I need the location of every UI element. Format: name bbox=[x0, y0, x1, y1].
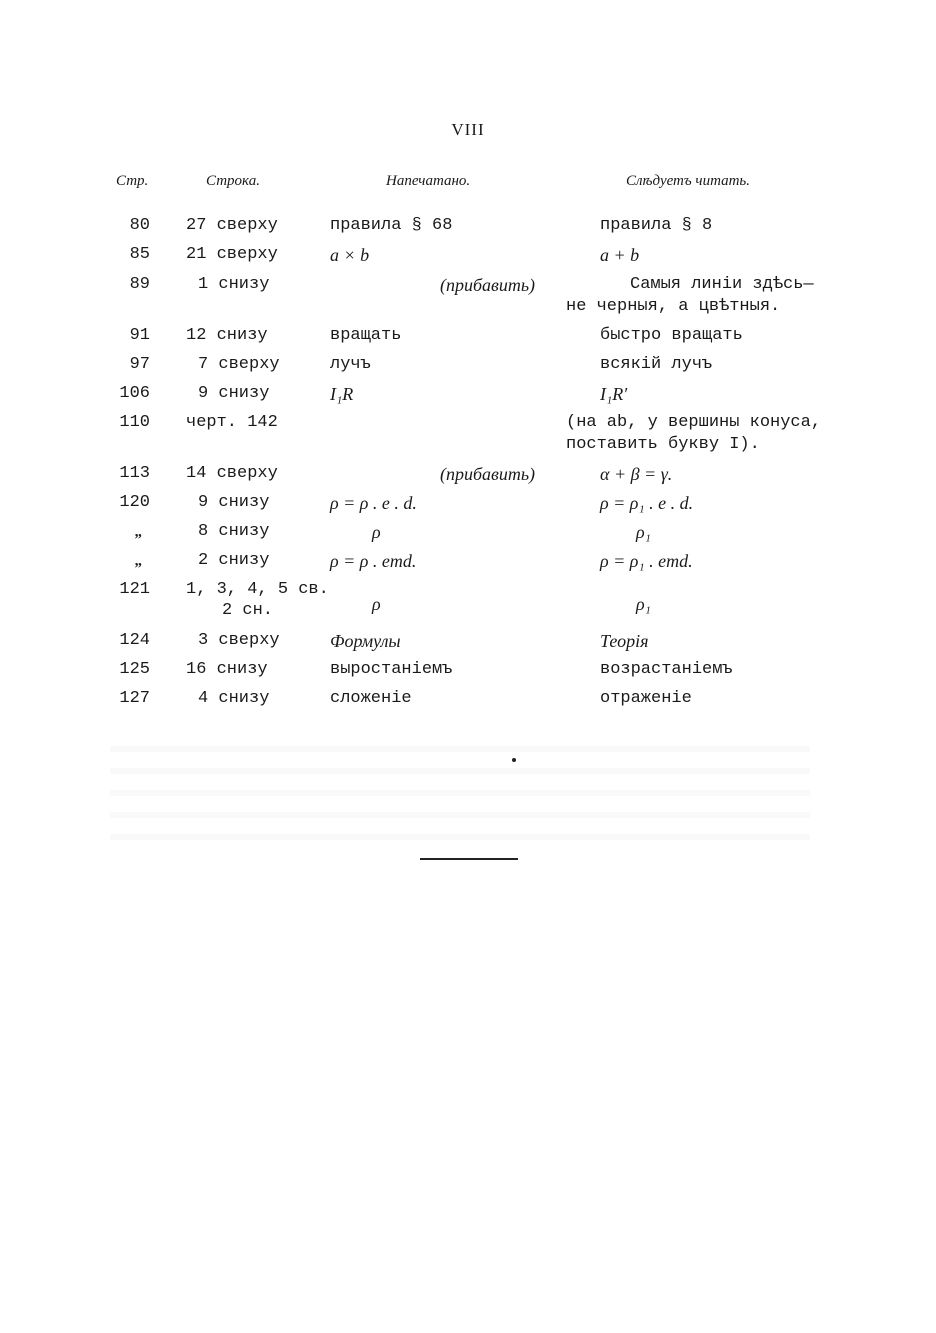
row-read: возрастанiемъ bbox=[600, 660, 733, 679]
row-printed: лучъ bbox=[330, 355, 371, 374]
bleed-through-texture bbox=[110, 730, 810, 840]
row-page: 97 bbox=[129, 355, 150, 374]
row-page: 91 bbox=[129, 326, 150, 345]
row-printed: выростанiемъ bbox=[330, 660, 453, 679]
ink-dot bbox=[512, 758, 516, 762]
row-read: Самыя линiи здѣсь— bbox=[630, 275, 814, 294]
row-printed: ρ = ρ . emd. bbox=[330, 551, 417, 571]
row-line: 27 сверху bbox=[186, 216, 278, 235]
page-number: VIII bbox=[451, 120, 485, 139]
row-read: ρ = ρ₁ . e . d. bbox=[600, 493, 694, 513]
row-printed: вращать bbox=[330, 326, 402, 345]
row-page: 85 bbox=[129, 245, 150, 264]
row-line: 1 снизу bbox=[198, 275, 270, 294]
closing-rule bbox=[420, 858, 518, 860]
row-read-continued: поставить букву I). bbox=[566, 435, 760, 454]
row-page: 120 bbox=[119, 493, 150, 512]
row-page: 106 bbox=[119, 384, 150, 403]
row-page: 110 bbox=[119, 413, 150, 432]
row-printed: ρ = ρ . e . d. bbox=[330, 493, 417, 513]
header-read: Слѣдуетъ читать. bbox=[626, 173, 751, 189]
row-printed: a × b bbox=[330, 245, 370, 265]
row-page: 89 bbox=[129, 275, 150, 294]
row-line: 8 снизу bbox=[198, 522, 270, 541]
row-line: 4 снизу bbox=[198, 689, 270, 708]
row-line: 7 сверху bbox=[198, 355, 280, 374]
row-line: 9 снизу bbox=[198, 384, 270, 403]
header-page: Стр. bbox=[116, 173, 149, 189]
row-page: 80 bbox=[129, 216, 150, 235]
row-line: 14 сверху bbox=[186, 464, 278, 483]
row-page: 127 bbox=[119, 689, 150, 708]
row-line: 9 снизу bbox=[198, 493, 270, 512]
row-line: 16 снизу bbox=[186, 660, 268, 679]
row-line: 3 сверху bbox=[198, 631, 280, 650]
row-read: быстро вращать bbox=[600, 326, 743, 345]
row-printed: (прибавить) bbox=[440, 464, 536, 484]
row-page: 121 bbox=[119, 580, 150, 599]
row-printed: (прибавить) bbox=[440, 275, 536, 295]
row-line: 2 снизу bbox=[198, 551, 270, 570]
row-read: ρ₁ bbox=[636, 522, 651, 542]
row-page: 113 bbox=[119, 464, 150, 483]
row-read: I₁R′ bbox=[600, 384, 628, 404]
row-printed: I₁R bbox=[330, 384, 354, 404]
row-printed: правила § 68 bbox=[330, 216, 453, 235]
row-printed: сложенiе bbox=[330, 689, 412, 708]
row-line-continued: 2 сн. bbox=[222, 601, 274, 620]
row-read: a + b bbox=[600, 245, 640, 265]
row-line: 1, 3, 4, 5 св. bbox=[186, 580, 329, 599]
row-read: ρ = ρ₁ . emd. bbox=[600, 551, 693, 571]
row-read: всякiй лучъ bbox=[600, 355, 713, 374]
row-page: „ bbox=[134, 524, 142, 540]
row-page: „ bbox=[134, 553, 142, 569]
row-read: Теорiя bbox=[600, 631, 649, 651]
row-page: 124 bbox=[119, 631, 150, 650]
row-printed: ρ bbox=[372, 594, 381, 614]
row-printed: Формулы bbox=[330, 631, 401, 651]
row-line: черт. 142 bbox=[186, 413, 278, 432]
row-read: правила § 8 bbox=[600, 216, 713, 235]
row-line: 21 сверху bbox=[186, 245, 278, 264]
header-printed: Напечатано. bbox=[386, 173, 471, 189]
header-line: Строка. bbox=[206, 173, 260, 189]
row-read: α + β = γ. bbox=[600, 464, 673, 484]
row-page: 125 bbox=[119, 660, 150, 679]
row-read: ρ₁ bbox=[636, 594, 651, 614]
row-read-continued: не черныя, а цвѣтныя. bbox=[566, 297, 781, 316]
row-read: (на ab, у вершины конуса, bbox=[566, 413, 822, 432]
row-printed: ρ bbox=[372, 522, 381, 542]
row-line: 12 снизу bbox=[186, 326, 268, 345]
row-read: отраженiе bbox=[600, 689, 692, 708]
